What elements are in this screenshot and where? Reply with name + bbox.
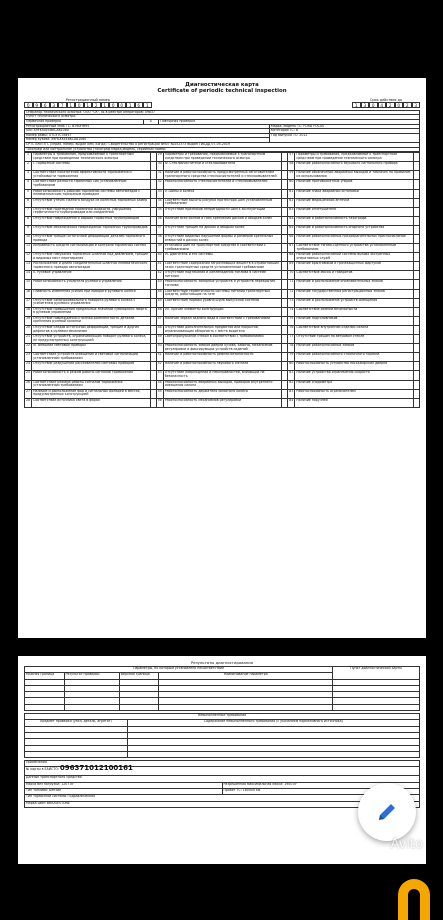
item-number: 25 [25, 371, 32, 380]
vehicle-info-table [24, 110, 420, 152]
param-name-header: Наименование параметра [159, 673, 333, 679]
item-number: 7 [25, 207, 32, 216]
item-text: Плавность изменения усилия при повороте рулевого колеса [32, 289, 151, 298]
item-text: Работоспособность механизмов регулировки [163, 398, 282, 407]
item-number: 17 [25, 298, 32, 307]
reg-sign-text: Регистрационный знак ТС: В760НН95 [25, 124, 270, 129]
make-model-text: Марка, модель ТС: FORD FOCUS [269, 124, 419, 129]
item-number: 68 [288, 253, 295, 262]
item-text: Соответствие режима работы сигналов торможения установленным требованиям [32, 380, 151, 389]
item-number: 23 [25, 353, 32, 362]
srts-text: СРТС или ПТС (серия, номер, выдан кем, когда): Свидетельство о регистрации ФЯ07 №452373 выдан ГИБДД 07-05-2019 [25, 142, 420, 147]
item-number: 39 [156, 244, 163, 253]
item-number: 72 [288, 289, 295, 298]
item-text: Отсутствие самопроизвольного поворота рулевого колеса с усилителем рулевого управления [32, 298, 151, 307]
item-text: Установка шин на транспортное средство в соответствии с требованиями [163, 244, 282, 253]
item-text: Отсутствие повреждений и неисправностей, влияющих на безопасность [163, 371, 282, 380]
item-number: 36 [156, 216, 163, 225]
item-text: Отсутствие утечек сжатого воздуха из колесных тормозных камер [32, 198, 151, 207]
item-number: 38 [156, 235, 163, 244]
item-text: Наличие и расположение устройств освещения [295, 298, 414, 307]
item-text: Соответствие устройств освещения и световой сигнализации установленным требованиям [32, 353, 151, 362]
table-row [25, 307, 420, 316]
item-text: Работоспособность держателя запасного колеса [163, 389, 282, 398]
reg-number-digit: 1 [126, 102, 135, 108]
document-page-2 [18, 656, 426, 864]
reg-number-digit: 0 [109, 102, 118, 108]
item-number: 74 [288, 307, 295, 316]
frame-number-text: Номер рамы: ОТСУТСТВУЕТ [25, 133, 270, 138]
reg-number-block [24, 98, 420, 108]
valid-until-label: Срок действия до [370, 97, 402, 102]
item-text: Соответствие ремней безопасности [295, 307, 414, 316]
item-text: Отсутствие механических повреждений тормозных трубопроводов [32, 225, 151, 234]
item-text: Наличие работоспособных предохранительных приспособлений [295, 235, 414, 244]
item-number: 47 [156, 316, 163, 325]
item-check-cell [413, 162, 419, 171]
item-number: 4 [25, 180, 32, 189]
item-number: 64 [288, 216, 295, 225]
repeat-check-label: Повторная проверка [159, 120, 420, 125]
primary-check-mark: X [143, 120, 159, 125]
item-text: Отсутствие разрушений рассеивателей световых приборов [32, 362, 151, 371]
item-text: V. Шины и колеса [163, 189, 282, 198]
item-text: Соответствие тягово-сцепного устройства установленным требованиям [295, 244, 414, 253]
item-number: 58 [288, 162, 295, 171]
item-check-cell [413, 253, 419, 262]
reg-number-label: Регистрационный номер [65, 97, 110, 102]
operator-text: Оператор технического осмотра: ООО "СК", № в реестре операторов: 09837 [25, 110, 420, 115]
item-text: Наличие огнетушителя [295, 207, 414, 216]
item-check-cell [413, 225, 419, 234]
valid-until-digit: 3 [412, 102, 421, 108]
item-number: 70 [288, 271, 295, 280]
item-number: 21 [25, 335, 32, 344]
item-text: Наличие государственных регистрационных знаков [295, 289, 414, 298]
valid-until-digit: 2 [403, 102, 412, 108]
item-text: Исправность средств сигнализации и контроля тормозных систем [32, 244, 151, 253]
mileage-text: Пробег ТС: 180000 км [222, 789, 420, 795]
item-text: Отсутствие дополнительных предметов или покрытий, ограничивающих обзорность с места водителя [163, 325, 282, 334]
item-number: 66 [288, 235, 295, 244]
item-number: 82 [288, 380, 295, 389]
item-text: II. Рулевое управление [32, 271, 151, 280]
item-number: 15 [25, 280, 32, 289]
doc-title-en: Certificate of periodic technical inspection [157, 88, 287, 95]
item-check-cell [413, 289, 419, 298]
valid-until-digit: 0 [395, 102, 404, 108]
item-check-cell [413, 380, 419, 389]
table-row [25, 298, 420, 307]
item-number: 16 [25, 289, 32, 298]
subject-header: Предмет проверки (узел, деталь, агрегат) [25, 720, 128, 726]
item-text: Наличие зеркал заднего вида в соответствии с требованиями [163, 316, 282, 325]
item-text: Наличие и работоспособность звукового сигнала [163, 362, 282, 371]
item-text: Соответствие источника света в фарах [32, 398, 151, 407]
item-number: 14 [25, 271, 32, 280]
item-text: Отсутствие повреждений и обрыва тормозных трубопроводов [32, 216, 151, 225]
item-number: 43 [156, 280, 163, 289]
item-text: Отсутствие набухания тормозных шлангов под давлением, трещин и видимых мест перетирания [32, 253, 151, 262]
item-text: Наличие обозначений аварийных выходов и табличек по правилам их использования [295, 171, 414, 180]
year-text: Год выпуска ТС: 2012 [269, 133, 419, 142]
params-header: Параметры, по которым установлено несоответствие [25, 667, 333, 673]
item-number: 48 [156, 325, 163, 334]
item-text: IV. Стеклоочистители и стеклоомыватели [163, 162, 282, 171]
item-text: Наличие устройства ограничения скорости [295, 371, 414, 380]
item-number: 22 [25, 344, 32, 353]
item-text: Светопропускание стекол в соответствии с требованиями [163, 335, 282, 344]
eaisto-label: № карты в ЕАИСТО: [26, 767, 59, 772]
results-params-table [24, 666, 420, 711]
item-number: 11 [25, 244, 32, 253]
item-text: Работоспособность запорных устройств и устройств перекрытия топлива [163, 280, 282, 289]
item-text: Наличие спидометра [295, 380, 414, 389]
reg-number-digit: 1 [101, 102, 110, 108]
item-text: Соответствие показателей эффективности торможения и устойчивости торможения [32, 171, 151, 180]
item-number: 76 [288, 325, 295, 334]
item-number: 5 [25, 189, 32, 198]
item-text: Наличие всех болтов и гаек крепления дисков и ободьев колес [163, 216, 282, 225]
upper-bound-header: Верхняя граница [119, 673, 159, 679]
item-number: 80 [288, 362, 295, 371]
item-check-cell [413, 244, 419, 253]
item-text: Отсутствие трещин на дисках и ободьях колес [163, 225, 282, 234]
item-number: 24 [25, 362, 32, 371]
item-text: Отсутствие устройств, ограничивающих поворот рулевого колеса, не предусмотренных конструкцией [32, 335, 151, 344]
item-number: 46 [156, 307, 163, 316]
item-text: Отсутствие признаков непригодности шин к эксплуатации [163, 207, 282, 216]
category-text: Категория ТС: В [269, 129, 419, 134]
diag-point-header: Пункт диагностической карты [333, 667, 420, 680]
item-text: Отсутствие видимых нарушений формы и размеров крепежных отверстий в дисках колес [163, 235, 282, 244]
doc-title: Диагностическая карта [185, 82, 259, 88]
item-number: 28 [25, 398, 32, 407]
item-number: 71 [288, 280, 295, 289]
item-text: Соответствие содержания загрязняющих веществ в отработавших газах транспортных средств установленным требованиям [163, 262, 282, 271]
item-number: 62 [288, 198, 295, 207]
item-text: Работоспособность аварийных выходов, приборов внутреннего освещения салона [163, 380, 282, 389]
item-text: Соответствие массы и габаритов [295, 271, 414, 280]
reg-number-digit: 0 [75, 102, 84, 108]
item-text: Наличие и работоспособность опорного устройства [295, 225, 414, 234]
item-number: 60 [288, 180, 295, 189]
item-text: VI. Двигатель и его системы [163, 253, 282, 262]
item-text: Работоспособность и режим работы сигналов торможения [32, 371, 151, 380]
table-row [25, 371, 420, 380]
item-number: 9 [25, 225, 32, 234]
item-number: 84 [288, 398, 295, 407]
item-check-cell [413, 389, 419, 398]
item-text: Наличие знака аварийной остановки [295, 189, 414, 198]
item-text: Наличие работоспособного звукового сигнального прибора [295, 162, 414, 171]
valid-until-digit: 1 [352, 102, 361, 108]
item-text: Наличие подголовников [295, 316, 414, 325]
item-check-cell [413, 371, 419, 380]
item-number: 52 [156, 362, 163, 371]
unmet-content-header: Содержание невыполненного требования (с указанием нормативного источника) [127, 720, 419, 726]
item-text: Отсутствие следов остаточной деформации, трещин и других дефектов в рулевом механизме [32, 325, 151, 334]
item-text: Отсутствие подтеканий тормозной жидкости, нарушения герметичности трубопроводов или соединений [32, 207, 151, 216]
reg-number-digit: 1 [67, 102, 76, 108]
app-logo-icon [388, 873, 438, 920]
edit-fab-button[interactable] [358, 783, 416, 841]
reg-number-digit: 6 [41, 102, 50, 108]
item-check-cell [413, 207, 419, 216]
valid-until-field [352, 98, 420, 108]
inspection-items-table [24, 152, 420, 408]
item-number: 57 [288, 153, 295, 162]
item-text: VII. Прочие элементы конструкции [163, 307, 282, 316]
primary-check-label: Первичная проверка [25, 120, 144, 125]
valid-until-digit: 0 [369, 102, 378, 108]
item-number: 63 [288, 207, 295, 216]
item-number: 49 [156, 335, 163, 344]
table-row [25, 189, 420, 198]
table-row [25, 289, 420, 298]
item-check-cell [413, 335, 419, 344]
item-number: 32 [156, 180, 163, 189]
item-number: 34 [156, 198, 163, 207]
item-number: 6 [25, 198, 32, 207]
table-row [25, 380, 420, 389]
item-check-cell [413, 235, 419, 244]
eaisto-number: 096371012100161 [59, 764, 133, 773]
table-row [25, 180, 420, 189]
item-text: Работоспособность рабочей тормозной системы автопоездов с пневматическим тормозным приводом [32, 189, 151, 198]
fuel-text: Тип топлива: Бензин [25, 789, 223, 795]
item-number: 40 [156, 253, 163, 262]
item-number: 29 [156, 153, 163, 162]
item-number: 13 [25, 262, 32, 271]
item-text: Отсутствие трещин остаточной деформации деталей тормозного привода [32, 235, 151, 244]
item-text: III. Внешние световые приборы [32, 344, 151, 353]
item-check-cell [413, 353, 419, 362]
item-text: Работоспособность стеклоочистителей и стеклоомывателей [163, 180, 282, 189]
tyres-text: Марка шин: BRIDGESTONE [25, 801, 420, 807]
avito-watermark: Avito [390, 837, 423, 852]
reg-number-digit: 1 [84, 102, 93, 108]
reg-number-cells [24, 102, 152, 108]
item-text: Наличие противоскатных упоров [295, 180, 414, 189]
item-text: Отсутствие повреждения и полная комплектность деталей крепления рулевой колонки [32, 316, 151, 325]
item-number: 65 [288, 225, 295, 234]
item-number: 3 [25, 171, 32, 180]
item-number: 56 [156, 398, 163, 407]
item-text: Работоспособность замков дверей кузова, кабины, механизмов регулировки и фиксирующих устройств сидений [163, 344, 282, 353]
item-number: 83 [288, 389, 295, 398]
tachograph-text: Тахограф или контрольное устройство (тахограф марка,модель, серийный номер: [25, 147, 420, 152]
item-check-cell [413, 271, 419, 280]
item-check-cell [413, 180, 419, 189]
item-check-cell [413, 362, 419, 371]
item-text: Работоспособность ограничителей [295, 389, 414, 398]
inspection-point-text: Пункт технического осмотра: [25, 115, 420, 120]
item-text: Соответствие разности тормозных сил установленным требованиям [32, 180, 151, 189]
item-check-cell [413, 344, 419, 353]
item-check-cell [413, 307, 419, 316]
item-number: 78 [288, 344, 295, 353]
reg-number-digit: 0 [24, 102, 33, 108]
reg-number-digit: 6 [135, 102, 144, 108]
valid-until-cells [352, 102, 420, 108]
item-number: 26 [25, 380, 32, 389]
item-text: Работоспособность устройства пассажирских дверей [295, 362, 414, 371]
unmet-title: Невыполненные требования [25, 714, 420, 720]
valid-until-digit: 3 [361, 102, 370, 108]
document-page-1 [18, 78, 426, 638]
item-text: Наличие и расположение фар и сигнальных фонарей в местах, предусмотренных конструкцией [32, 389, 151, 398]
item-check-cell [413, 316, 419, 325]
item-check-cell [413, 171, 419, 180]
item-number: 75 [288, 316, 295, 325]
item-number: 45 [156, 298, 163, 307]
item-text: Соответствие нормам уровня шума выпускной системы [163, 298, 282, 307]
item-number: 69 [288, 262, 295, 271]
item-number: 73 [288, 298, 295, 307]
table-row [25, 198, 420, 207]
item-number: 44 [156, 289, 163, 298]
item-number: 2 [25, 162, 32, 171]
item-number: 54 [156, 380, 163, 389]
table-row [25, 280, 420, 289]
item-check-cell [413, 216, 419, 225]
item-number: 10 [25, 235, 32, 244]
reg-number-digit: 0 [118, 102, 127, 108]
unmet-requirements-table [24, 713, 420, 758]
item-number: 79 [288, 353, 295, 362]
item-number: 31 [156, 171, 163, 180]
item-number: 77 [288, 335, 295, 344]
item-check-cell [413, 280, 419, 289]
item-check-cell [413, 262, 419, 271]
table-row [25, 398, 420, 407]
item-text: Параметры и требования, предъявляемые к транспортным средствам при проведении технического осмотра [163, 153, 282, 162]
table-row [25, 207, 420, 216]
item-number: 18 [25, 307, 32, 316]
valid-until-digit: 4 [378, 102, 387, 108]
item-number: 50 [156, 344, 163, 353]
item-number: 8 [25, 216, 32, 225]
item-text: Наличие работоспособного стояночного тормоза [295, 353, 414, 362]
reg-number-digit: 3 [50, 102, 59, 108]
item-number: 51 [156, 353, 163, 362]
item-text: Наличие брызговиков и грязезащитных фартуков [295, 262, 414, 271]
item-number: 1 [25, 153, 32, 162]
result-header: Результат проверки [64, 673, 119, 679]
pencil-icon [375, 800, 399, 824]
item-text: Отсутствие трещин на ветровом стекле [295, 335, 414, 344]
table-row [25, 389, 420, 398]
item-number: 81 [288, 371, 295, 380]
item-text: Соответствие герметичности системы питания транспортных средств, работающих на газе [163, 289, 282, 298]
item-check-cell [413, 325, 419, 334]
item-number: 53 [156, 371, 163, 380]
item-text: Наличие медицинской аптечки [295, 198, 414, 207]
vin-text: VIN: X9FKXXEEBKCA81060 [25, 129, 270, 134]
reg-number-field [24, 98, 152, 108]
item-text: Наличие и расположение опознавательных знаков [295, 280, 414, 289]
item-text: Наличие работоспособной системы вызова экстренных оперативных служб [295, 253, 414, 262]
item-check-cell [413, 298, 419, 307]
item-text: Расположение и длина соединительных шлангов пневматического тормозного привода автопоездов [32, 262, 151, 271]
item-number: 67 [288, 244, 295, 253]
item-number: 37 [156, 225, 163, 234]
item-text: Соответствие высоты рисунка протектора шин установленным требованиям [163, 198, 282, 207]
item-check-cell [413, 198, 419, 207]
mass-text: Масса без нагрузки: 1207 кг [25, 782, 223, 788]
item-number: 55 [156, 389, 163, 398]
max-mass-text: Разрешенная максимальная масса: 1900 кг [222, 782, 420, 788]
item-text: Наличие и работоспособность предусмотренных изготовителем транспортного средства стеклоочистителей и стеклоомывателей [163, 171, 282, 180]
reg-number-digit: 9 [33, 102, 42, 108]
item-text: Параметры и требования, предъявляемые к транспортным средствам при проведении технического осмотра [295, 153, 414, 162]
item-text: Наличие поручней [295, 398, 414, 407]
body-number-text: Номер кузова: X9FKXXEEBKCA81060 [25, 138, 270, 143]
item-check-cell [413, 189, 419, 198]
results-title: Результаты диагностирования [190, 660, 254, 665]
item-number: 35 [156, 207, 163, 216]
item-number: 27 [25, 389, 32, 398]
brake-text: Тип тормозной системы Гидравлическая [25, 795, 420, 801]
item-text: Наличие и работоспособность ремней безопасности [163, 353, 282, 362]
item-number: 41 [156, 262, 163, 271]
item-text: Параметры и требования, предъявляемые к транспортным средствам при проведении технического осмотра [32, 153, 151, 162]
item-text: Отсутствие превышения предельных значений суммарного люфта в рулевом управлении [32, 307, 151, 316]
item-check-cell [413, 398, 419, 407]
item-text: Наличие и работоспособность тахографа [295, 216, 414, 225]
item-number: 61 [288, 189, 295, 198]
item-number: 12 [25, 253, 32, 262]
item-text: Отсутствие подтекания и каплепадения топлива в системе питания [163, 271, 282, 280]
vehicle-data-label: Данные транспортного средства [25, 776, 420, 782]
notes-label: Примечания [25, 761, 420, 767]
lower-bound-header: Нижняя граница [25, 673, 65, 679]
item-text: Наличие работоспособных замков [295, 344, 414, 353]
item-number: 59 [288, 171, 295, 180]
item-check-cell [413, 153, 419, 162]
item-number: 33 [156, 189, 163, 198]
valid-until-digit: 2 [386, 102, 395, 108]
reg-number-digit: 2 [92, 102, 101, 108]
item-number: 20 [25, 325, 32, 334]
item-text: Работоспособность усилителя рулевого управления [32, 280, 151, 289]
item-number: 19 [25, 316, 32, 325]
item-number: 42 [156, 271, 163, 280]
item-text: I. Тормозные системы [32, 162, 151, 171]
item-number: 30 [156, 162, 163, 171]
item-text: Соответствие внутренней отделки салона [295, 325, 414, 334]
reg-number-digit: 1 [143, 102, 152, 108]
reg-number-digit: 7 [58, 102, 67, 108]
